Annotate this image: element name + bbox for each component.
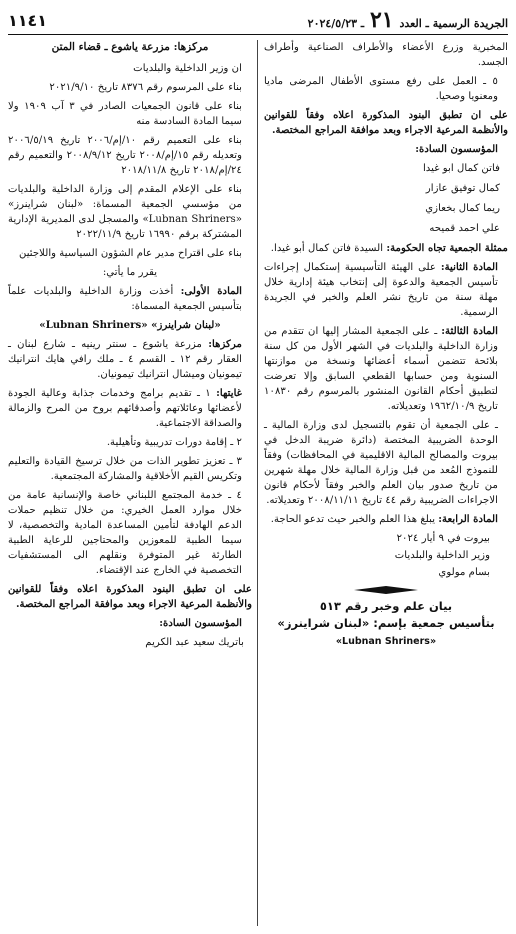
left-column — [8, 40, 252, 655]
founders-heading: المؤسسون السادة: — [159, 617, 242, 629]
goals-2: ٢ ـ إقامة دورات تدريبية وتأهيلية. — [106, 437, 242, 448]
signature-title: وزير الداخلية والبلديات — [394, 550, 490, 561]
association-name: «لبنان شراينرز» «Lubnan Shriners» — [39, 319, 221, 331]
decides-line: يقرر ما يأتي: — [102, 267, 158, 278]
article-4-text: يبلغ هذا العلم والخبر حيث تدعو الحاجة. — [270, 514, 436, 525]
hq-text: مزرعة ياشوع ـ سنتر رينيه ـ شارع لبنان ـ العقار رقم ١٢ ـ القسم ٤ ـ ملك رافي هايك انترانيك تيمونيان وميشال انترانيك تيمونيان. — [8, 339, 243, 380]
article-2 — [264, 260, 508, 320]
section-separator — [264, 586, 508, 594]
issue-date: ـ ٢٠٢٤/٥/٢٣ — [307, 17, 365, 30]
legal-basis-proposal: بناء على اقتراح مدير عام الشؤون السياسية واللاجئين — [18, 248, 242, 259]
founder-name: فاتن كمال ابو غيدا — [422, 163, 500, 174]
new-decree-title — [264, 598, 508, 650]
founders-list — [264, 161, 508, 236]
decree-association-title: بتأسيس جمعية بإسم: «لبنان شراينرز» — [277, 616, 495, 630]
article-1-label: المادة الأولى: — [180, 285, 243, 297]
legal-basis-notification: بناء على الإعلام المقدم إلى وزارة الداخلية والبلديات من مؤسسي الجمعية المسماة: «لبنان شراينرز» «Lubnan Shriners» والمسجل لدى المديرية الإدارية المشتركة برقم ١٦٩٩٠ تاريخ ٢٠٢٢/١١/٩ — [8, 184, 242, 240]
association-headquarters — [8, 337, 252, 382]
issue-number: ٢١ — [369, 7, 394, 33]
signature-block — [264, 531, 508, 580]
conditions-clause: على ان تطبق البنود المذكورة اعلاه وفقاً للقوانين والأنظمة المرعية الاجراء وبعد موافقة المراجع المختصة. — [8, 583, 252, 610]
gazette-heading — [308, 7, 508, 33]
goals-4: ٤ ـ خدمة المجتمع اللبناني خاصة والإنسانية عامة من خلال موارد العمل الخيري: من خلال تنظيم حملات الدعم الهادفة لتأمين المساعدة المادية والتخصصية، لا سيما الطبية للمعوزين والمحتاجين للرعاية الطبية الطارئة غير المتوفرة ونقلهم الى المستشفيات التخصصية في الخارج عند الإقتضاء. — [8, 490, 242, 576]
separator-ornament — [354, 586, 418, 594]
legal-basis-law: بناء على قانون الجمعيات الصادر في ٣ آب ١٩٠٩ ولا سيما المادة السادسة منه — [8, 101, 242, 127]
founder-name: باتريك سعيد عبد الكريم — [145, 637, 244, 648]
minister-line: ان وزير الداخلية والبلديات — [133, 63, 242, 74]
article-3-tax: ـ على الجمعية أن تقوم بالتسجيل لدى وزارة المالية ـ الوحدة الضريبية المختصة (دائرة ضريبة الدخل في بيروت والمصالح المالية الاقليمية في المحافظات) وفقاً للنموذج المُعد من قبل وزارة المالية خلال مهلة شهرين من تاريخ صدور بيان العلم والخبر وفقاً لأحكام قانون الاجراءات الضريبية رقم ٤٤ تاريخ ٢٠٠٨/١١/١١ وتعديلاته. — [264, 420, 498, 506]
article-1-text: أخذت وزارة الداخلية والبلديات علماً بتأسيس الجمعية المسماة: — [8, 286, 242, 312]
goals-1 — [8, 386, 252, 431]
right-column — [264, 40, 508, 650]
signature-place-date: بيروت في ٩ أيار ٢٠٢٤ — [396, 533, 490, 544]
column-divider — [257, 40, 258, 926]
article-4-label: المادة الرابعة: — [438, 513, 498, 525]
decree-number-title: بيان علم وخبر رقم ٥١٣ — [319, 599, 453, 613]
article-3 — [264, 324, 508, 414]
article-1 — [8, 284, 252, 314]
article-2-text: على الهيئة التأسيسية إستكمال إجراءات تأسيس الجمعية والدعوة إلى إنتخاب هيئة إدارية خلال مهلة سنة من تاريخ نشر العلم والخبر في الجريدة الرسمية. — [264, 262, 498, 318]
rep-label: ممثلة الجمعية تجاه الحكومة: — [386, 242, 508, 254]
page-number: ١١٤١ — [8, 10, 48, 30]
signature-name: بسام مولوي — [438, 567, 490, 578]
article-3-label: المادة الثالثة: — [441, 325, 498, 337]
founder-name: علي احمد قميحه — [429, 223, 500, 234]
continued-text: المخبرية وزرع الأعضاء والأطراف الصناعية وأطراف الجسد. — [264, 42, 508, 68]
founder-name: كمال توفيق عازار — [425, 183, 500, 194]
page-header — [8, 6, 508, 35]
founder-name: ريما كمال بخعازي — [425, 203, 500, 214]
founders-heading: المؤسسون السادة: — [415, 143, 498, 155]
conditions-clause: على ان تطبق البنود المذكورة اعلاه وفقاً للقوانين والأنظمة المرعية الاجراء وبعد موافقة المراجع المختصة. — [264, 109, 508, 136]
rep-text: السيدة فاتن كمال أبو غيدا. — [270, 243, 384, 254]
goals-1-text: ١ ـ تقديم برامج وخدمات جذابة وعالية الجودة لأعضائها وعائلاتهم وأصدقائهم بروح من المرح والزمالة والصداقة الاجتماعية. — [8, 388, 242, 429]
founders-list — [8, 635, 252, 650]
goals-label: غايتها: — [216, 387, 242, 399]
goals-3: ٣ ـ تعزيز تطوير الذات من خلال ترسيخ القيادة والتعليم وتكريس القيم الأخلاقية والمشاركة المجتمعية. — [8, 456, 242, 482]
hq-label: مركزها: — [208, 338, 242, 350]
headquarters-heading: مركزها: مزرعة ياشوع ـ قضاء المتن — [51, 41, 209, 53]
government-representative — [264, 241, 508, 256]
decree-latin-name: «Lubnan Shriners» — [335, 636, 437, 647]
gazette-title: الجريدة الرسمية ـ العدد — [399, 17, 508, 30]
continued-item-5: ٥ ـ العمل على رفع مستوى الأطفال المرضى ماديا ومعنويا وصحيا. — [264, 76, 498, 102]
legal-basis-decree: بناء على المرسوم رقم ٨٣٧٦ تاريخ ٢٠٢١/٩/١٠ — [49, 82, 242, 93]
article-2-label: المادة الثانية: — [440, 261, 498, 273]
legal-basis-circulars: بناء على التعميم رقم ١٠/إم/٢٠٠٦ تاريخ ٢٠٠٦/٥/١٩ وتعديله رقم ١٥/إم/٢٠٠٨ تاريخ ٢٠٠٨/٩/١٢ والتعميم رقم ٢٤/إم/٢٠١٨ تاريخ ٢٠١٨/١١/٨ — [8, 135, 243, 176]
article-4 — [264, 512, 508, 527]
article-3-text: ـ على الجمعية المشار إليها ان تتقدم من وزارة الداخلية والبلديات في الشهر الأول من كل سنة بلائحة تتضمن أسماء أعضائها ونسخة من موازنتها السنوية ومن حسابها القطعي السابق وإلا تعرضت لتطبيق أحكام القانون المنشور بالمرسوم رقم ١٠٨٣٠ تاريخ ١٩٦٢/١٠/٩ وتعديلاته. — [264, 326, 498, 412]
